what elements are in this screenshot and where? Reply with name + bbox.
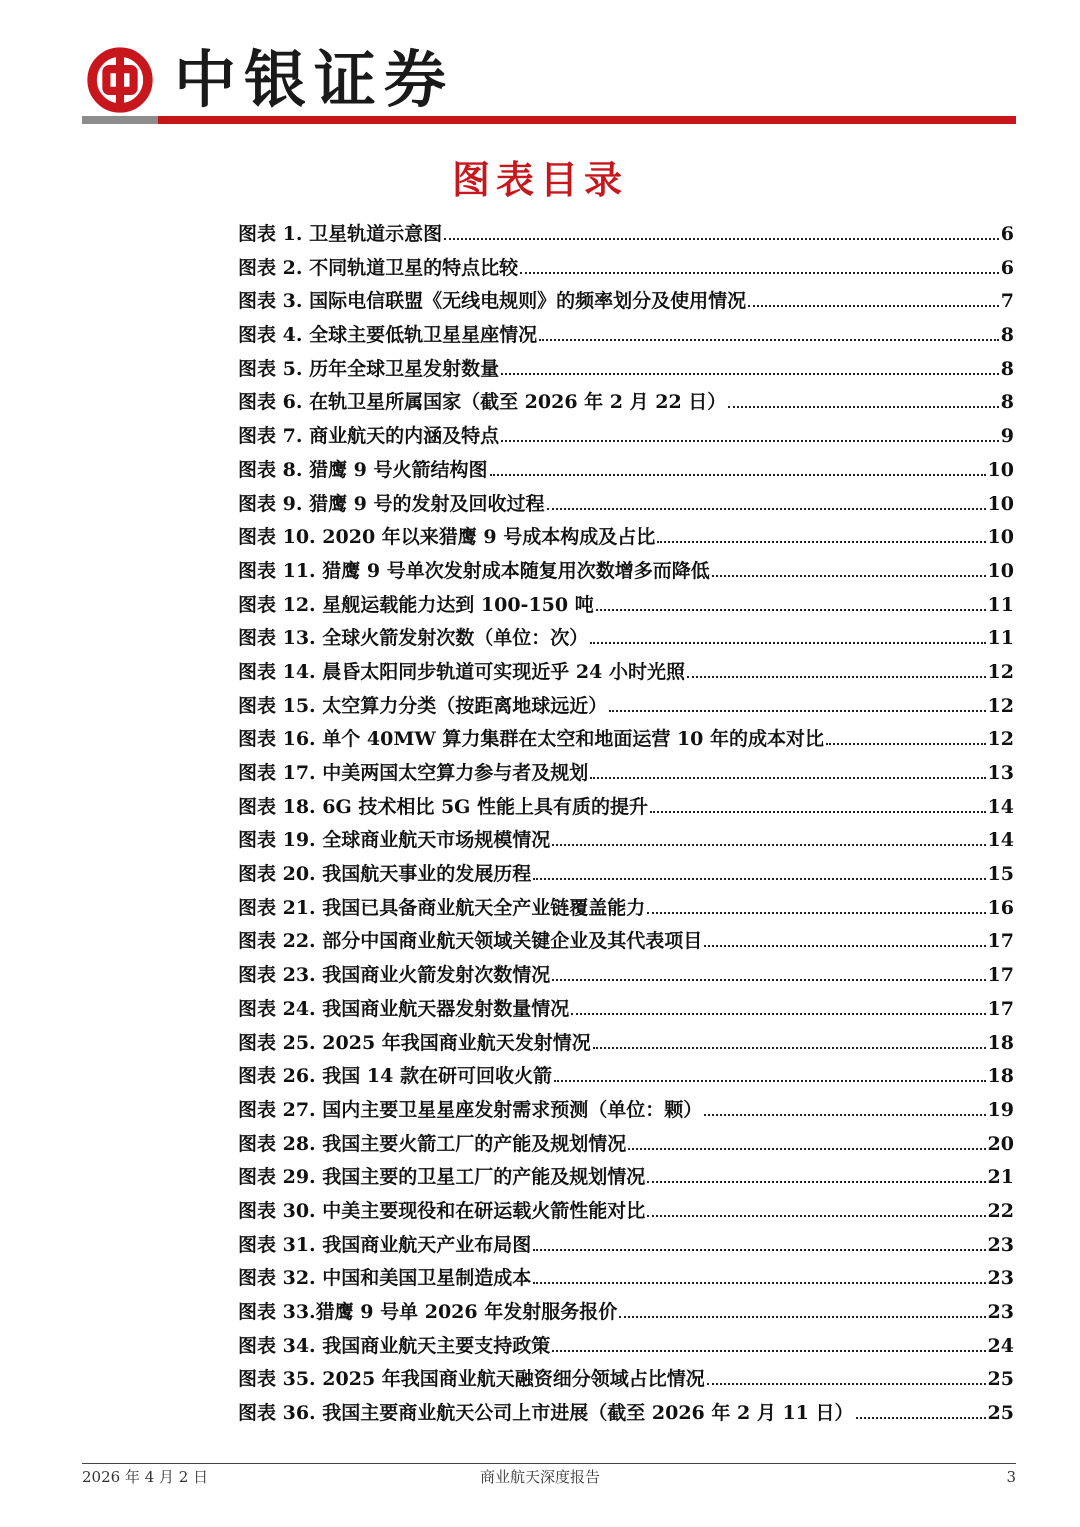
toc-item-label: 图表 3. 国际电信联盟《无线电规则》的频率划分及使用情况 [238, 290, 747, 313]
footer-rule [82, 1463, 1016, 1464]
toc-item[interactable] [238, 656, 1014, 690]
toc-item[interactable] [238, 690, 1014, 724]
toc-leader-dots [609, 710, 985, 712]
toc-item-label: 图表 32. 中国和美国卫星制造成本 [238, 1267, 532, 1290]
toc-item-page: 10 [987, 458, 1014, 481]
toc-leader-dots [533, 1282, 985, 1284]
toc-item-label: 图表 23. 我国商业火箭发射次数情况 [238, 964, 551, 987]
header [82, 40, 1016, 126]
toc-item-page: 11 [987, 627, 1014, 650]
toc-item-page: 19 [987, 1098, 1014, 1121]
toc-item[interactable] [238, 757, 1014, 791]
toc-leader-dots [650, 811, 986, 813]
toc-item-page: 16 [987, 896, 1014, 919]
toc-item[interactable] [238, 454, 1014, 488]
toc-item-label: 图表 10. 2020 年以来猎鹰 9 号成本构成及占比 [238, 526, 656, 549]
toc-item-label: 图表 19. 全球商业航天市场规模情况 [238, 829, 551, 852]
toc-item-page: 20 [987, 1132, 1014, 1155]
toc-leader-dots [826, 743, 986, 745]
toc-item-label: 图表 26. 我国 14 款在研可回收火箭 [238, 1065, 552, 1088]
toc-item-label: 图表 5. 历年全球卫星发射数量 [238, 357, 500, 380]
toc-leader-dots [628, 1148, 985, 1150]
toc-item-label: 图表 24. 我国商业航天器发射数量情况 [238, 997, 570, 1020]
toc-item-label: 图表 20. 我国航天事业的发展历程 [238, 863, 532, 886]
toc-item-label: 图表 29. 我国主要的卫星工厂的产能及规划情况 [238, 1166, 646, 1189]
toc-item[interactable] [238, 1195, 1014, 1229]
toc-leader-dots [712, 575, 986, 577]
toc-item-page: 6 [1000, 223, 1014, 245]
toc-item[interactable] [238, 1128, 1014, 1162]
toc-item[interactable] [238, 723, 1014, 757]
toc-item-label: 图表 13. 全球火箭发射次数（单位：次） [238, 627, 589, 650]
toc-item-label: 图表 25. 2025 年我国商业航天发射情况 [238, 1031, 591, 1054]
toc-item-page: 9 [1000, 425, 1014, 448]
toc-item-page: 10 [987, 492, 1014, 515]
toc-leader-dots [533, 878, 985, 880]
toc-item-label: 图表 1. 卫星轨道示意图 [238, 223, 443, 245]
toc-item-label: 图表 17. 中美两国太空算力参与者及规划 [238, 762, 589, 784]
toc-item[interactable] [238, 925, 1014, 959]
toc-leader-dots [571, 1013, 985, 1015]
toc-item-page: 25 [987, 1402, 1014, 1425]
toc-item-label: 图表 35. 2025 年我国商业航天融资细分领域占比情况 [238, 1368, 705, 1391]
toc-item-label: 图表 22. 部分中国商业航天领域关键企业及其代表项目 [238, 930, 703, 953]
toc-item[interactable] [238, 1262, 1014, 1296]
toc-item-page: 23 [987, 1233, 1014, 1256]
toc-item-label: 图表 31. 我国商业航天产业布局图 [238, 1233, 532, 1256]
toc-leader-dots [539, 339, 999, 341]
toc-item[interactable] [238, 420, 1014, 454]
toc-item[interactable] [238, 622, 1014, 656]
toc-leader-dots [490, 474, 986, 476]
footer-date: 2026 年 4 月 2 日 [82, 1468, 209, 1486]
toc-item-label: 图表 30. 中美主要现役和在研运载火箭性能对比 [238, 1199, 646, 1222]
toc-leader-dots [596, 609, 986, 611]
toc-item-page: 23 [987, 1301, 1014, 1323]
toc-item-page: 6 [1000, 256, 1014, 279]
toc-item[interactable] [238, 285, 1014, 319]
toc-leader-dots [707, 1383, 986, 1385]
toc-leader-dots [552, 1350, 985, 1352]
toc-leader-dots [533, 1249, 985, 1251]
toc-leader-dots [552, 844, 985, 846]
toc-item[interactable] [238, 1330, 1014, 1364]
toc-leader-dots [657, 541, 985, 543]
toc-leader-dots [647, 1181, 985, 1183]
toc-item-page: 21 [987, 1166, 1014, 1189]
toc-item[interactable] [238, 858, 1014, 892]
toc-item-page: 13 [987, 762, 1014, 784]
toc-item-label: 图表 15. 太空算力分类（按距离地球远近） [238, 694, 608, 717]
toc-leader-dots [590, 642, 985, 644]
toc-item-page: 17 [987, 997, 1014, 1020]
toc-item[interactable] [238, 521, 1014, 555]
toc-item[interactable] [238, 1094, 1014, 1128]
footer-page-number: 3 [1006, 1468, 1016, 1486]
toc-item[interactable] [238, 252, 1014, 286]
toc-leader-dots [552, 979, 985, 981]
toc-leader-dots [501, 373, 999, 375]
toc-leader-dots [501, 440, 999, 442]
toc-item-label: 图表 14. 晨昏太阳同步轨道可实现近乎 24 小时光照 [238, 660, 685, 683]
toc-item-label: 图表 9. 猎鹰 9 号的发射及回收过程 [238, 492, 545, 515]
toc-leader-dots [748, 305, 999, 307]
toc-item[interactable] [238, 1296, 1014, 1330]
toc-item-page: 18 [987, 1065, 1014, 1088]
toc-item-page: 22 [987, 1199, 1014, 1222]
toc-item-page: 17 [987, 964, 1014, 987]
toc-item-page: 14 [987, 829, 1014, 852]
toc-item[interactable] [238, 353, 1014, 387]
toc-item-page: 17 [987, 930, 1014, 953]
toc-leader-dots [554, 1080, 986, 1082]
toc-item[interactable] [238, 1229, 1014, 1263]
toc-item-page: 24 [987, 1334, 1014, 1357]
toc-leader-dots [520, 272, 999, 274]
toc-item-page: 8 [1000, 391, 1014, 414]
toc-item-page: 23 [987, 1267, 1014, 1290]
toc-item-label: 图表 6. 在轨卫星所属国家（截至 2026 年 2 月 22 日） [238, 391, 727, 414]
toc-leader-dots [728, 406, 998, 408]
toc-item[interactable] [238, 555, 1014, 589]
footer-report-title: 商业航天深度报告 [479, 1468, 600, 1486]
toc-item-label: 图表 18. 6G 技术相比 5G 性能上具有质的提升 [238, 795, 649, 818]
toc-leader-dots [704, 945, 985, 947]
toc-item-label: 图表 16. 单个 40MW 算力集群在太空和地面运营 10 年的成本对比 [238, 728, 824, 751]
page-title: 图表目录 [451, 157, 628, 202]
toc-item-label: 图表 4. 全球主要低轨卫星星座情况 [238, 324, 538, 347]
toc-leader-dots [856, 1417, 986, 1419]
toc-item-label: 图表 12. 星舰运载能力达到 100-150 吨 [238, 593, 594, 616]
toc-leader-dots [704, 1114, 985, 1116]
toc-item-page: 25 [987, 1368, 1014, 1391]
toc-item[interactable] [238, 791, 1014, 825]
toc-item[interactable] [238, 488, 1014, 522]
toc-item[interactable] [238, 386, 1014, 420]
toc-item[interactable] [238, 993, 1014, 1027]
toc-item-label: 图表 27. 国内主要卫星星座发射需求预测（单位：颗） [238, 1098, 703, 1121]
toc-item[interactable] [238, 1060, 1014, 1094]
toc-item-label: 图表 34. 我国商业航天主要支持政策 [238, 1334, 551, 1357]
toc-item[interactable] [238, 1161, 1014, 1195]
toc-item[interactable] [238, 892, 1014, 926]
bank-of-china-logo-icon [86, 46, 154, 114]
toc-item[interactable] [238, 1397, 1014, 1431]
toc-item-page: 18 [987, 1031, 1014, 1054]
toc-item-page: 10 [987, 559, 1014, 582]
toc-item-label: 图表 33.猎鹰 9 号单 2026 年发射服务报价 [238, 1301, 618, 1323]
toc-item-page: 8 [1000, 324, 1014, 347]
table-of-figures [238, 218, 1014, 1431]
toc-item[interactable] [238, 589, 1014, 623]
toc-leader-dots [444, 238, 999, 240]
toc-leader-dots [590, 777, 985, 779]
toc-leader-dots [687, 676, 986, 678]
toc-item-label: 图表 11. 猎鹰 9 号单次发射成本随复用次数增多而降低 [238, 559, 710, 582]
toc-item-page: 12 [987, 660, 1014, 683]
toc-leader-dots [547, 508, 986, 510]
toc-leader-dots [647, 1215, 985, 1217]
header-rule-gray [82, 116, 158, 124]
toc-item-page: 10 [987, 526, 1014, 549]
toc-item-label: 图表 7. 商业航天的内涵及特点 [238, 425, 500, 448]
toc-item[interactable] [238, 1027, 1014, 1061]
toc-item[interactable] [238, 218, 1014, 252]
toc-item-page: 12 [987, 728, 1014, 751]
header-rule-red [158, 116, 1016, 124]
toc-item-label: 图表 28. 我国主要火箭工厂的产能及规划情况 [238, 1132, 627, 1155]
toc-item-page: 7 [1000, 290, 1014, 313]
toc-item[interactable] [238, 824, 1014, 858]
toc-item-page: 14 [987, 795, 1014, 818]
toc-leader-dots [593, 1047, 986, 1049]
toc-leader-dots [647, 912, 985, 914]
toc-item-label: 图表 21. 我国已具备商业航天全产业链覆盖能力 [238, 896, 646, 919]
toc-item-label: 图表 8. 猎鹰 9 号火箭结构图 [238, 458, 488, 481]
toc-item[interactable] [238, 959, 1014, 993]
toc-item[interactable] [238, 319, 1014, 353]
toc-item-page: 8 [1000, 357, 1014, 380]
toc-item-label: 图表 2. 不同轨道卫星的特点比较 [238, 256, 519, 279]
toc-item-label: 图表 36. 我国主要商业航天公司上市进展（截至 2026 年 2 月 11 日） [238, 1402, 854, 1425]
toc-item-page: 12 [987, 694, 1014, 717]
brand-name: 中银证券 [174, 43, 455, 116]
toc-item-page: 15 [987, 863, 1014, 886]
toc-item-page: 11 [987, 593, 1014, 616]
toc-item[interactable] [238, 1363, 1014, 1397]
toc-leader-dots [619, 1316, 985, 1318]
